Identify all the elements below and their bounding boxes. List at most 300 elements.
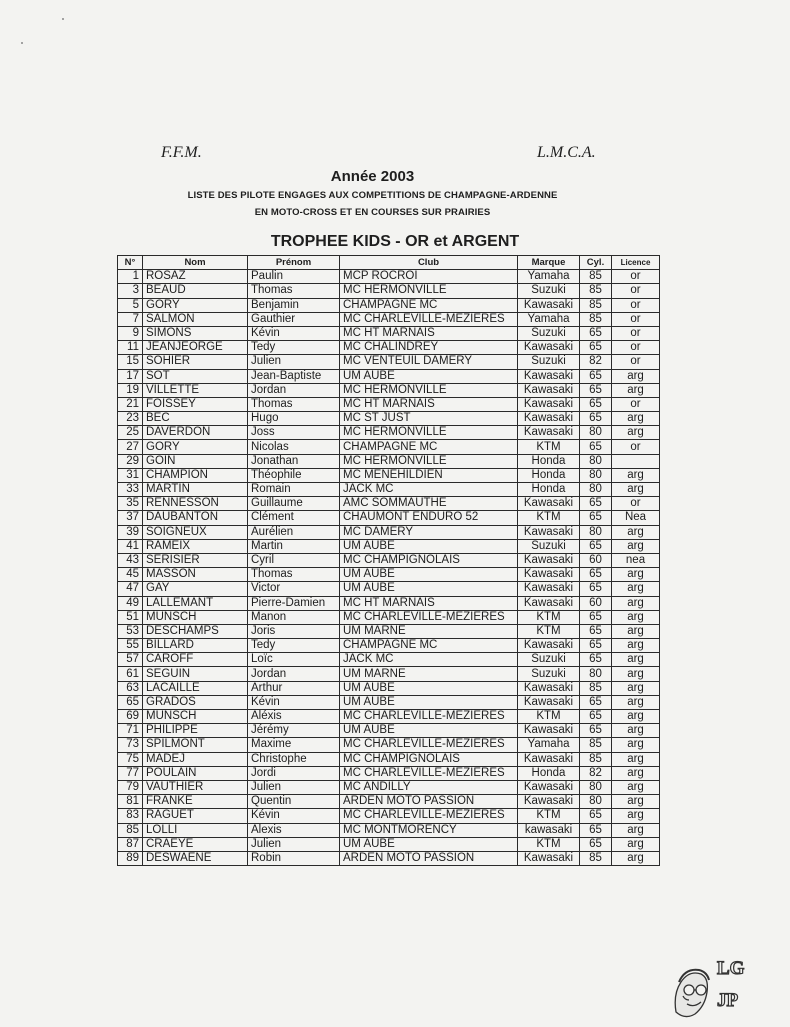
page-title: Année 2003 bbox=[330, 168, 415, 185]
cell-prenom: Kévin bbox=[248, 695, 340, 709]
cell-nom: DESWAENE bbox=[143, 851, 248, 865]
cell-marque: KTM bbox=[518, 511, 580, 525]
cell-club: UM MARNE bbox=[340, 624, 518, 638]
cell-number: 63 bbox=[118, 681, 143, 695]
table-row bbox=[118, 539, 660, 553]
cell-marque: Kawasaki bbox=[518, 426, 580, 440]
cell-club: MC HT MARNAIS bbox=[340, 397, 518, 411]
cell-prenom: Martin bbox=[248, 539, 340, 553]
cell-prenom: Théophile bbox=[248, 468, 340, 482]
cell-prenom: Julien bbox=[248, 837, 340, 851]
cell-nom: DAUBANTON bbox=[143, 511, 248, 525]
cell-cyl: 85 bbox=[580, 312, 612, 326]
table-row bbox=[118, 440, 660, 454]
cell-number: 89 bbox=[118, 851, 143, 865]
cell-licence: arg bbox=[612, 738, 660, 752]
cell-marque: Kawasaki bbox=[518, 568, 580, 582]
cell-nom: SOT bbox=[143, 369, 248, 383]
cell-licence: arg bbox=[612, 667, 660, 681]
cell-nom: GORY bbox=[143, 298, 248, 312]
cell-prenom: Julien bbox=[248, 780, 340, 794]
cell-marque: Suzuki bbox=[518, 355, 580, 369]
cell-club: MC CHARLEVILLE-MEZIERES bbox=[340, 809, 518, 823]
cell-cyl: 80 bbox=[580, 525, 612, 539]
cell-nom: DAVERDON bbox=[143, 426, 248, 440]
cell-prenom: Robin bbox=[248, 851, 340, 865]
table-row bbox=[118, 298, 660, 312]
cell-number: 37 bbox=[118, 511, 143, 525]
cell-marque: Kawasaki bbox=[518, 780, 580, 794]
cell-licence: or bbox=[612, 312, 660, 326]
cell-prenom: Pierre-Damien bbox=[248, 596, 340, 610]
cell-number: 25 bbox=[118, 426, 143, 440]
cell-marque: Kawasaki bbox=[518, 383, 580, 397]
cell-number: 43 bbox=[118, 553, 143, 567]
cell-club: MC MONTMORENCY bbox=[340, 823, 518, 837]
cell-cyl: 85 bbox=[580, 298, 612, 312]
cell-marque: Yamaha bbox=[518, 738, 580, 752]
cell-nom: GOIN bbox=[143, 454, 248, 468]
cell-club: UM AUBE bbox=[340, 837, 518, 851]
cell-nom: CHAMPION bbox=[143, 468, 248, 482]
cell-number: 21 bbox=[118, 397, 143, 411]
cell-cyl: 85 bbox=[580, 738, 612, 752]
cell-nom: RENNESSON bbox=[143, 497, 248, 511]
cell-marque: Kawasaki bbox=[518, 298, 580, 312]
cell-cyl: 65 bbox=[580, 724, 612, 738]
cell-prenom: Joris bbox=[248, 624, 340, 638]
cell-nom: MARTIN bbox=[143, 483, 248, 497]
cell-prenom: Paulin bbox=[248, 270, 340, 284]
cell-licence: arg bbox=[612, 695, 660, 709]
cell-number: 33 bbox=[118, 483, 143, 497]
cell-club: UM AUBE bbox=[340, 695, 518, 709]
cell-club: MC CHARLEVILLE-MEZIERES bbox=[340, 610, 518, 624]
cell-marque: KTM bbox=[518, 710, 580, 724]
table-row bbox=[118, 525, 660, 539]
cell-nom: PHILIPPE bbox=[143, 724, 248, 738]
scan-speck bbox=[21, 42, 23, 44]
table-row bbox=[118, 766, 660, 780]
cell-cyl: 82 bbox=[580, 355, 612, 369]
cell-number: 61 bbox=[118, 667, 143, 681]
table-row bbox=[118, 383, 660, 397]
cell-club: JACK MC bbox=[340, 483, 518, 497]
cell-nom: RAMEIX bbox=[143, 539, 248, 553]
cell-cyl: 85 bbox=[580, 284, 612, 298]
cell-cyl: 65 bbox=[580, 497, 612, 511]
cell-nom: MADEJ bbox=[143, 752, 248, 766]
cell-licence: arg bbox=[612, 766, 660, 780]
cell-number: 85 bbox=[118, 823, 143, 837]
cell-cyl: 65 bbox=[580, 511, 612, 525]
cell-number: 17 bbox=[118, 369, 143, 383]
cell-prenom: Loïc bbox=[248, 653, 340, 667]
cell-number: 9 bbox=[118, 326, 143, 340]
table-row bbox=[118, 639, 660, 653]
cell-marque: Suzuki bbox=[518, 653, 580, 667]
cell-licence: arg bbox=[612, 724, 660, 738]
table-row bbox=[118, 397, 660, 411]
cell-cyl: 65 bbox=[580, 326, 612, 340]
cell-nom: RAGUET bbox=[143, 809, 248, 823]
cell-licence: arg bbox=[612, 681, 660, 695]
cell-club: UM MARNE bbox=[340, 667, 518, 681]
cell-number: 3 bbox=[118, 284, 143, 298]
table-row bbox=[118, 795, 660, 809]
table-row bbox=[118, 809, 660, 823]
cell-licence: or bbox=[612, 326, 660, 340]
cell-marque: Honda bbox=[518, 468, 580, 482]
cell-licence: arg bbox=[612, 710, 660, 724]
cell-club: AMC SOMMAUTHE bbox=[340, 497, 518, 511]
cell-marque: Kawasaki bbox=[518, 681, 580, 695]
cell-prenom: Christophe bbox=[248, 752, 340, 766]
cell-licence: arg bbox=[612, 851, 660, 865]
table-row bbox=[118, 426, 660, 440]
cell-marque: Honda bbox=[518, 483, 580, 497]
cell-number: 5 bbox=[118, 298, 143, 312]
cell-prenom: Romain bbox=[248, 483, 340, 497]
cell-number: 49 bbox=[118, 596, 143, 610]
cell-club: MC CHARLEVILLE-MEZIERES bbox=[340, 710, 518, 724]
cell-prenom: Nicolas bbox=[248, 440, 340, 454]
cell-number: 87 bbox=[118, 837, 143, 851]
cell-nom: LALLEMANT bbox=[143, 596, 248, 610]
cell-cyl: 65 bbox=[580, 397, 612, 411]
table-row bbox=[118, 511, 660, 525]
cell-nom: GORY bbox=[143, 440, 248, 454]
cell-prenom: Joss bbox=[248, 426, 340, 440]
cell-nom: SERISIER bbox=[143, 553, 248, 567]
cell-number: 45 bbox=[118, 568, 143, 582]
cell-nom: MASSON bbox=[143, 568, 248, 582]
section-title: TROPHEE KIDS - OR et ARGENT bbox=[270, 233, 520, 250]
cell-club: JACK MC bbox=[340, 653, 518, 667]
cell-prenom: Jean-Baptiste bbox=[248, 369, 340, 383]
cell-licence: arg bbox=[612, 752, 660, 766]
cell-marque: Suzuki bbox=[518, 284, 580, 298]
table-row bbox=[118, 312, 660, 326]
cell-marque: Kawasaki bbox=[518, 412, 580, 426]
cell-prenom: Kévin bbox=[248, 809, 340, 823]
cell-licence: arg bbox=[612, 610, 660, 624]
column-header-club: Club bbox=[340, 256, 518, 270]
cell-nom: BILLARD bbox=[143, 639, 248, 653]
cell-licence: arg bbox=[612, 837, 660, 851]
cell-licence: arg bbox=[612, 624, 660, 638]
cell-prenom: Manon bbox=[248, 610, 340, 624]
cell-club: UM AUBE bbox=[340, 582, 518, 596]
cell-marque: Honda bbox=[518, 454, 580, 468]
cell-prenom: Aurélien bbox=[248, 525, 340, 539]
table-row bbox=[118, 468, 660, 482]
cell-club: MC CHARLEVILLE-MEZIERES bbox=[340, 766, 518, 780]
cell-number: 7 bbox=[118, 312, 143, 326]
cell-cyl: 65 bbox=[580, 383, 612, 397]
cell-marque: Suzuki bbox=[518, 539, 580, 553]
riders-table bbox=[117, 255, 660, 866]
cell-prenom: Thomas bbox=[248, 397, 340, 411]
cell-marque: Kawasaki bbox=[518, 525, 580, 539]
cell-nom: BEAUD bbox=[143, 284, 248, 298]
cell-licence: or bbox=[612, 497, 660, 511]
cell-nom: CRAEYE bbox=[143, 837, 248, 851]
cell-cyl: 80 bbox=[580, 468, 612, 482]
cell-marque: Yamaha bbox=[518, 312, 580, 326]
table-row bbox=[118, 454, 660, 468]
cell-number: 83 bbox=[118, 809, 143, 823]
cell-cyl: 65 bbox=[580, 610, 612, 624]
table-row bbox=[118, 596, 660, 610]
cell-cyl: 65 bbox=[580, 341, 612, 355]
cell-marque: Kawasaki bbox=[518, 724, 580, 738]
cell-licence: arg bbox=[612, 568, 660, 582]
cell-licence: or bbox=[612, 270, 660, 284]
cell-cyl: 65 bbox=[580, 568, 612, 582]
cell-cyl: 65 bbox=[580, 823, 612, 837]
cell-prenom: Hugo bbox=[248, 412, 340, 426]
cell-cyl: 65 bbox=[580, 624, 612, 638]
table-row bbox=[118, 624, 660, 638]
table-row bbox=[118, 681, 660, 695]
cell-licence: arg bbox=[612, 780, 660, 794]
table-row bbox=[118, 653, 660, 667]
table-row bbox=[118, 837, 660, 851]
column-header-number: N° bbox=[118, 256, 143, 270]
cell-nom: SOHIER bbox=[143, 355, 248, 369]
cell-cyl: 65 bbox=[580, 412, 612, 426]
cell-number: 47 bbox=[118, 582, 143, 596]
cell-cyl: 65 bbox=[580, 440, 612, 454]
cell-prenom: Thomas bbox=[248, 568, 340, 582]
cell-number: 57 bbox=[118, 653, 143, 667]
cell-cyl: 65 bbox=[580, 582, 612, 596]
cell-marque: Kawasaki bbox=[518, 582, 580, 596]
cell-number: 71 bbox=[118, 724, 143, 738]
cell-licence: or bbox=[612, 284, 660, 298]
cell-club: MC CHAMPIGNOLAIS bbox=[340, 553, 518, 567]
cell-nom: VILLETTE bbox=[143, 383, 248, 397]
cell-club: CHAUMONT ENDURO 52 bbox=[340, 511, 518, 525]
cell-cyl: 85 bbox=[580, 681, 612, 695]
table-row bbox=[118, 752, 660, 766]
column-header-licence: Licence bbox=[612, 256, 660, 270]
cell-marque: Kawasaki bbox=[518, 497, 580, 511]
cell-marque: Honda bbox=[518, 766, 580, 780]
cell-number: 29 bbox=[118, 454, 143, 468]
cell-cyl: 85 bbox=[580, 851, 612, 865]
watermark-letters-bottom: JP bbox=[717, 990, 739, 1011]
cell-nom: ROSAZ bbox=[143, 270, 248, 284]
cell-prenom: Gauthier bbox=[248, 312, 340, 326]
cell-marque: KTM bbox=[518, 624, 580, 638]
cell-cyl: 80 bbox=[580, 667, 612, 681]
cell-prenom: Clément bbox=[248, 511, 340, 525]
cell-licence: arg bbox=[612, 412, 660, 426]
cell-club: MC HERMONVILLE bbox=[340, 426, 518, 440]
cell-licence: arg bbox=[612, 525, 660, 539]
cell-cyl: 60 bbox=[580, 596, 612, 610]
cell-nom: SALMON bbox=[143, 312, 248, 326]
table-row bbox=[118, 738, 660, 752]
table-row bbox=[118, 568, 660, 582]
table-row bbox=[118, 710, 660, 724]
cell-nom: LOLLI bbox=[143, 823, 248, 837]
cell-prenom: Quentin bbox=[248, 795, 340, 809]
cell-club: CHAMPAGNE MC bbox=[340, 440, 518, 454]
cell-cyl: 80 bbox=[580, 780, 612, 794]
cell-prenom: Arthur bbox=[248, 681, 340, 695]
cell-number: 15 bbox=[118, 355, 143, 369]
table-row bbox=[118, 355, 660, 369]
cell-cyl: 85 bbox=[580, 752, 612, 766]
cell-cyl: 80 bbox=[580, 426, 612, 440]
cell-number: 55 bbox=[118, 639, 143, 653]
column-header-marque: Marque bbox=[518, 256, 580, 270]
cell-nom: FOISSEY bbox=[143, 397, 248, 411]
cell-nom: MUNSCH bbox=[143, 610, 248, 624]
cell-licence: arg bbox=[612, 809, 660, 823]
cell-club: UM AUBE bbox=[340, 539, 518, 553]
cell-club: MC HT MARNAIS bbox=[340, 596, 518, 610]
cell-cyl: 65 bbox=[580, 639, 612, 653]
cell-club: MC ST JUST bbox=[340, 412, 518, 426]
cell-cyl: 65 bbox=[580, 369, 612, 383]
cell-licence: Nea bbox=[612, 511, 660, 525]
cell-licence: arg bbox=[612, 639, 660, 653]
cell-number: 53 bbox=[118, 624, 143, 638]
cell-marque: Kawasaki bbox=[518, 341, 580, 355]
cell-prenom: Jordi bbox=[248, 766, 340, 780]
cell-licence: arg bbox=[612, 582, 660, 596]
column-header-prenom: Prénom bbox=[248, 256, 340, 270]
table-row bbox=[118, 497, 660, 511]
cell-marque: Suzuki bbox=[518, 667, 580, 681]
cell-club: MCP ROCROI bbox=[340, 270, 518, 284]
scan-speck bbox=[62, 18, 64, 20]
cell-club: MC VENTEUIL DAMERY bbox=[340, 355, 518, 369]
cell-prenom: Jordan bbox=[248, 667, 340, 681]
cell-nom: SPILMONT bbox=[143, 738, 248, 752]
cell-club: MC DAMERY bbox=[340, 525, 518, 539]
cell-marque: KTM bbox=[518, 837, 580, 851]
cell-licence: arg bbox=[612, 653, 660, 667]
cell-licence: or bbox=[612, 341, 660, 355]
cell-licence: arg bbox=[612, 483, 660, 497]
table-row bbox=[118, 695, 660, 709]
table-row bbox=[118, 412, 660, 426]
cell-club: MC HERMONVILLE bbox=[340, 454, 518, 468]
cell-nom: DESCHAMPS bbox=[143, 624, 248, 638]
cell-prenom: Benjamin bbox=[248, 298, 340, 312]
cell-prenom: Tedy bbox=[248, 341, 340, 355]
cell-licence: arg bbox=[612, 823, 660, 837]
cell-club: MC ANDILLY bbox=[340, 780, 518, 794]
federation-label: F.F.M. bbox=[161, 144, 202, 161]
cell-cyl: 80 bbox=[580, 795, 612, 809]
cell-marque: Kawasaki bbox=[518, 553, 580, 567]
cell-club: ARDEN MOTO PASSION bbox=[340, 795, 518, 809]
cell-nom: JEANJEORGE bbox=[143, 341, 248, 355]
subtitle-line-1: LISTE DES PILOTE ENGAGES AUX COMPETITIONS DE CHAMPAGNE-ARDENNE bbox=[187, 190, 558, 201]
cell-number: 77 bbox=[118, 766, 143, 780]
cell-marque: Kawasaki bbox=[518, 752, 580, 766]
cell-cyl: 65 bbox=[580, 653, 612, 667]
cell-cyl: 80 bbox=[580, 454, 612, 468]
cell-club: UM AUBE bbox=[340, 724, 518, 738]
cell-club: MC HERMONVILLE bbox=[340, 284, 518, 298]
cell-nom: LACAILLE bbox=[143, 681, 248, 695]
cell-cyl: 82 bbox=[580, 766, 612, 780]
table-row bbox=[118, 851, 660, 865]
cell-number: 39 bbox=[118, 525, 143, 539]
cell-cyl: 65 bbox=[580, 539, 612, 553]
cell-number: 75 bbox=[118, 752, 143, 766]
cell-nom: SIMONS bbox=[143, 326, 248, 340]
cell-prenom: Cyril bbox=[248, 553, 340, 567]
cell-club: MC CHALINDREY bbox=[340, 341, 518, 355]
cell-marque: KTM bbox=[518, 809, 580, 823]
table-row bbox=[118, 582, 660, 596]
cell-marque: Kawasaki bbox=[518, 639, 580, 653]
cell-club: CHAMPAGNE MC bbox=[340, 298, 518, 312]
table-row bbox=[118, 724, 660, 738]
cell-licence: or bbox=[612, 355, 660, 369]
cell-number: 35 bbox=[118, 497, 143, 511]
cell-number: 51 bbox=[118, 610, 143, 624]
cell-club: MC CHARLEVILLE-MEZIERES bbox=[340, 738, 518, 752]
cell-club: CHAMPAGNE MC bbox=[340, 639, 518, 653]
cell-cyl: 60 bbox=[580, 553, 612, 567]
cell-number: 19 bbox=[118, 383, 143, 397]
cell-marque: Kawasaki bbox=[518, 369, 580, 383]
cell-number: 31 bbox=[118, 468, 143, 482]
cell-licence: arg bbox=[612, 369, 660, 383]
cell-prenom: Jonathan bbox=[248, 454, 340, 468]
table-row bbox=[118, 823, 660, 837]
cell-marque: Kawasaki bbox=[518, 851, 580, 865]
cell-marque: Kawasaki bbox=[518, 795, 580, 809]
cell-number: 65 bbox=[118, 695, 143, 709]
cell-cyl: 65 bbox=[580, 837, 612, 851]
cell-number: 81 bbox=[118, 795, 143, 809]
cell-marque: Kawasaki bbox=[518, 695, 580, 709]
cell-prenom: Alexis bbox=[248, 823, 340, 837]
cell-marque: Suzuki bbox=[518, 326, 580, 340]
cell-number: 73 bbox=[118, 738, 143, 752]
cell-marque: Kawasaki bbox=[518, 596, 580, 610]
table-row bbox=[118, 369, 660, 383]
cell-cyl: 65 bbox=[580, 695, 612, 709]
cell-marque: KTM bbox=[518, 610, 580, 624]
cell-prenom: Kévin bbox=[248, 326, 340, 340]
column-header-nom: Nom bbox=[143, 256, 248, 270]
cell-nom: GAY bbox=[143, 582, 248, 596]
cell-cyl: 80 bbox=[580, 483, 612, 497]
cell-prenom: Aléxis bbox=[248, 710, 340, 724]
cell-licence: or bbox=[612, 298, 660, 312]
cell-nom: SEGUIN bbox=[143, 667, 248, 681]
cell-club: UM AUBE bbox=[340, 568, 518, 582]
table-row bbox=[118, 780, 660, 794]
cell-prenom: Tedy bbox=[248, 639, 340, 653]
lgjp-watermark-logo bbox=[671, 944, 745, 1022]
table-row bbox=[118, 667, 660, 681]
table-row bbox=[118, 270, 660, 284]
cell-licence: arg bbox=[612, 426, 660, 440]
cell-club: MC CHAMPIGNOLAIS bbox=[340, 752, 518, 766]
